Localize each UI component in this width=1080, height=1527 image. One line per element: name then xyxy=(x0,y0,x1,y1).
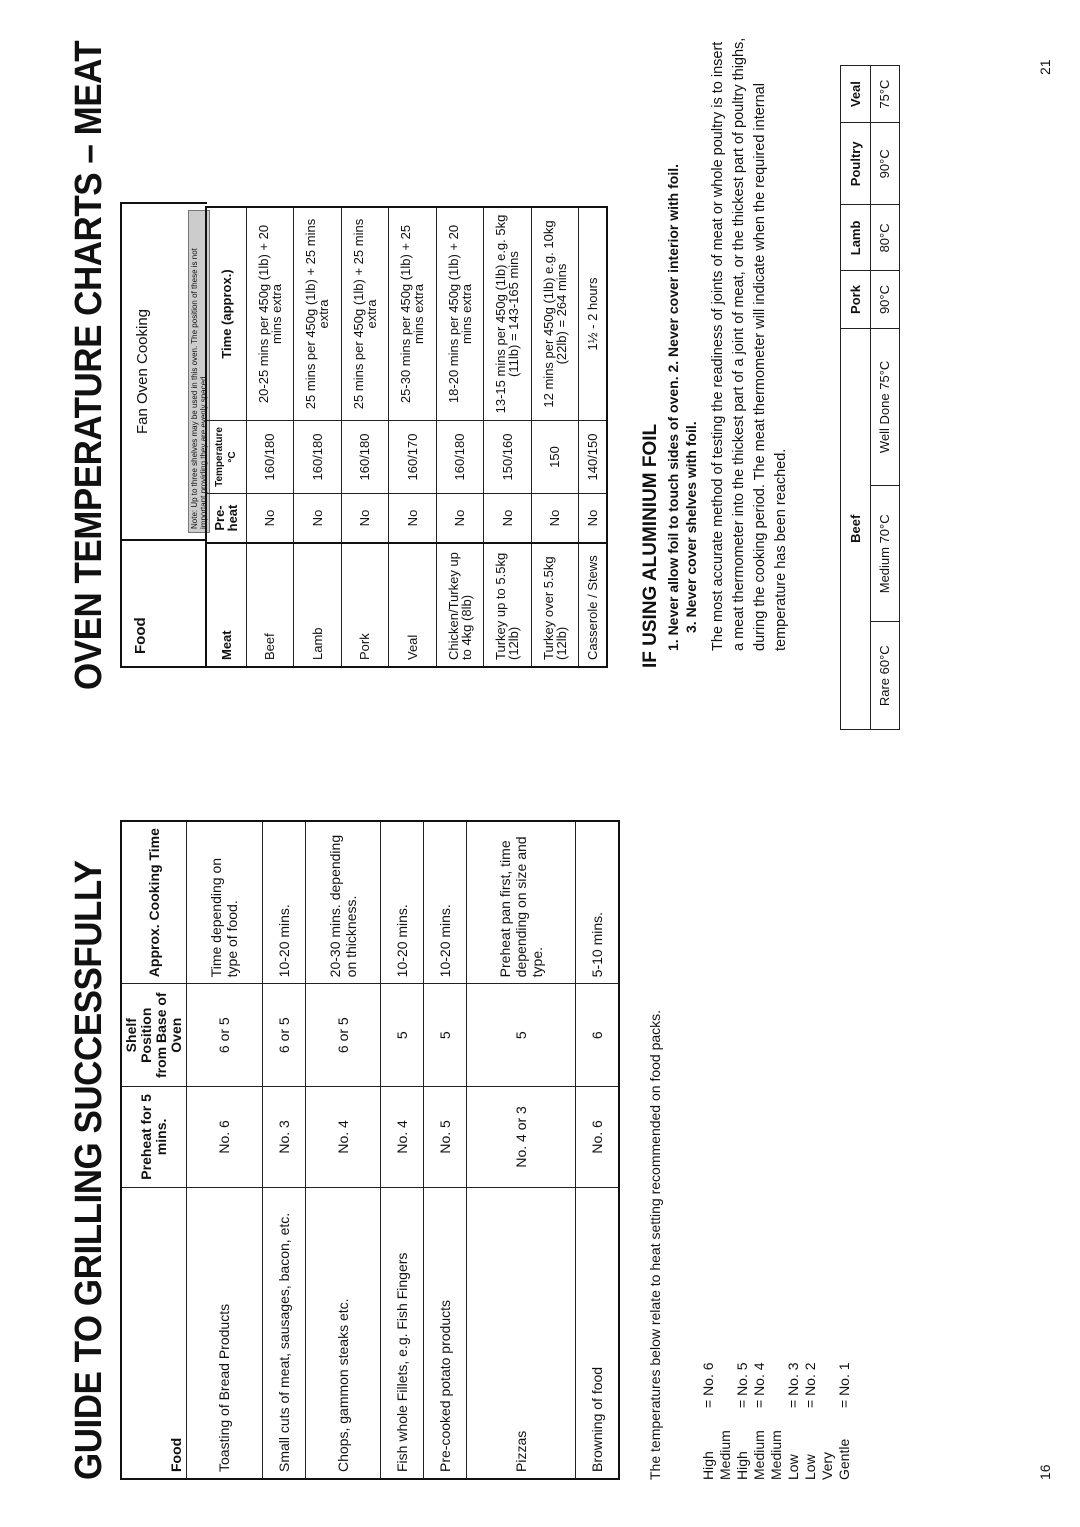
preheat: No xyxy=(341,494,389,544)
col-time: Time (approx.) xyxy=(206,207,246,421)
heat-setting: Very Gentle= No. 1 xyxy=(819,1362,852,1480)
meat: Turkey over 5.5kg (12lb) xyxy=(531,543,579,667)
table-row xyxy=(579,207,607,667)
meat: Turkey up to 5.5kg (12lb) xyxy=(484,543,532,667)
preheat: No xyxy=(246,494,294,544)
col-veal: Veal xyxy=(841,66,871,123)
veal-temp: 75°C xyxy=(870,66,900,123)
col-beef: Beef xyxy=(841,328,871,729)
shelf: 5 xyxy=(424,984,467,1087)
time: Preheat pan first, time depending on size and type. xyxy=(467,821,575,984)
col-food: Food xyxy=(121,1187,187,1479)
food: Small cuts of meat, sausages, bacon, etc. xyxy=(262,1187,305,1479)
heat-note: The temperatures below relate to heat setting recommended on food packs. xyxy=(647,1009,663,1480)
preheat: No xyxy=(579,494,607,544)
heat-setting: Medium High= No. 5 xyxy=(717,1362,750,1480)
col-shelf: Shelf Position from Base of Oven xyxy=(121,984,187,1087)
time: 10-20 mins. xyxy=(424,821,467,984)
preheat: No. 6 xyxy=(187,1087,263,1188)
preheat: No xyxy=(484,494,532,544)
preheat: No. 5 xyxy=(424,1087,467,1188)
table-row xyxy=(484,207,532,667)
temperature: 150/160 xyxy=(484,421,532,494)
meat: Chicken/Turkey up to 4kg (8lb) xyxy=(436,543,484,667)
food: Chops, gammon steaks etc. xyxy=(305,1187,381,1479)
table-row xyxy=(187,821,263,1479)
time: 12 mins per 450g (1lb) e.g. 10kg (22lb) = 264 mins xyxy=(531,207,579,421)
table-row xyxy=(531,207,579,667)
time: 1½ - 2 hours xyxy=(579,207,607,421)
table-row xyxy=(305,821,381,1479)
col-lamb: Lamb xyxy=(841,205,871,271)
time: 5-10 mins. xyxy=(575,821,619,984)
foil-instructions xyxy=(664,164,700,651)
time: 13-15 mins per 450g (1lb) e.g. 5kg (11lb) = 143-165 mins xyxy=(484,207,532,421)
foil-line: 1. Never allow foil to touch sides of oven. 2. Never cover interior with foil. xyxy=(665,164,681,651)
food-header: Food xyxy=(132,617,149,654)
time: 25 mins per 450g (1lb) + 25 mins extra xyxy=(341,207,389,421)
time: 25-30 mins per 450g (1lb) + 25 mins extra xyxy=(389,207,437,421)
temperature: 160/170 xyxy=(389,421,437,494)
fan-oven-header: Fan Oven Cooking xyxy=(134,308,151,435)
time: 20-25 mins per 450g (1lb) + 20 mins extra xyxy=(246,207,294,421)
preheat: No. 6 xyxy=(575,1087,619,1188)
thermometer-table xyxy=(840,65,900,730)
heat-setting: Medium= No. 4 xyxy=(751,1362,767,1480)
food: Fish whole Fillets, e.g. Fish Fingers xyxy=(381,1187,424,1479)
table-row xyxy=(436,207,484,667)
col-time: Approx. Cooking Time xyxy=(121,821,187,984)
preheat: No xyxy=(436,494,484,544)
table-row xyxy=(246,207,294,667)
table-row xyxy=(467,821,575,1479)
time: Time depending on type of food. xyxy=(187,821,263,984)
table-row xyxy=(389,207,437,667)
col-preheat: Pre-heat xyxy=(206,494,246,544)
food: Pre-cooked potato products xyxy=(424,1187,467,1479)
col-poultry: Poultry xyxy=(841,123,871,205)
temperature: 160/180 xyxy=(341,421,389,494)
lamb-temp: 80°C xyxy=(870,205,900,271)
shelf: 6 or 5 xyxy=(305,984,381,1087)
page-number-left: 16 xyxy=(1037,1464,1053,1480)
shelf: 5 xyxy=(467,984,575,1087)
meat: Lamb xyxy=(294,543,342,667)
temperature: 140/150 xyxy=(579,421,607,494)
shelf: 6 or 5 xyxy=(262,984,305,1087)
col-meat: Meat xyxy=(206,543,246,667)
shelf-note: Note: Up to three shelves may be used in this oven. The position of these is not important providing they are evenly spaced. xyxy=(188,210,210,533)
meat: Casserole / Stews xyxy=(579,543,607,667)
meat-chart-title: OVEN TEMPERATURE CHARTS – MEAT xyxy=(68,40,110,690)
beef-medium: Medium 70°C xyxy=(870,486,900,622)
beef-well-done: Well Done 75°C xyxy=(870,328,900,486)
table-row xyxy=(341,207,389,667)
time: 20-30 mins. depending on thickness. xyxy=(305,821,381,984)
time: 10-20 mins. xyxy=(262,821,305,984)
meat: Veal xyxy=(389,543,437,667)
preheat: No xyxy=(389,494,437,544)
temperature: 150 xyxy=(531,421,579,494)
shelf: 6 or 5 xyxy=(187,984,263,1087)
col-preheat: Preheat for 5 mins. xyxy=(121,1087,187,1188)
foil-line: 3. Never cover shelves with foil. xyxy=(683,421,699,633)
heat-setting: Low= No. 2 xyxy=(802,1362,818,1480)
meat: Pork xyxy=(341,543,389,667)
table-row xyxy=(575,821,619,1479)
preheat: No. 3 xyxy=(262,1087,305,1188)
divider xyxy=(122,539,207,541)
heat-settings xyxy=(700,1362,853,1480)
col-temperature: Temperature °C xyxy=(206,421,246,494)
page-number-right: 21 xyxy=(1037,59,1053,75)
preheat: No. 4 xyxy=(305,1087,381,1188)
food: Toasting of Bread Products xyxy=(187,1187,263,1479)
poultry-temp: 90°C xyxy=(870,123,900,205)
table-row xyxy=(294,207,342,667)
preheat: No xyxy=(294,494,342,544)
preheat: No. 4 xyxy=(381,1087,424,1188)
temperature: 160/180 xyxy=(294,421,342,494)
grilling-title: GUIDE TO GRILLING SUCCESSFULLY xyxy=(68,860,110,1480)
shelf: 5 xyxy=(381,984,424,1087)
heat-setting: Medium Low= No. 3 xyxy=(768,1362,801,1480)
heat-setting: High= No. 6 xyxy=(700,1362,716,1480)
food: Pizzas xyxy=(467,1187,575,1479)
temperature: 160/180 xyxy=(246,421,294,494)
pork-temp: 90°C xyxy=(870,271,900,328)
table-row xyxy=(870,66,900,730)
preheat: No. 4 or 3 xyxy=(467,1087,575,1188)
beef-rare: Rare 60°C xyxy=(870,622,900,730)
shelf: 6 xyxy=(575,984,619,1087)
time: 18-20 mins per 450g (1lb) + 20 mins extra xyxy=(436,207,484,421)
grilling-table xyxy=(120,820,620,1480)
table-row xyxy=(381,821,424,1479)
time: 25 mins per 450g (1lb) + 25 mins extra xyxy=(294,207,342,421)
col-pork: Pork xyxy=(841,271,871,328)
thermometer-paragraph: The most accurate method of testing the readiness of joints of meat or whole poultry is to insert a meat thermometer into the thickest part of a joint of meat, or the thickest part of poultry thighs, during the cooking period. The meat thermometer will indicate when the required internal temperature has been reached. xyxy=(710,37,789,651)
preheat: No xyxy=(531,494,579,544)
time: 10-20 mins. xyxy=(381,821,424,984)
meat: Beef xyxy=(246,543,294,667)
meat-table-header xyxy=(120,202,207,668)
table-row xyxy=(262,821,305,1479)
food: Browning of food xyxy=(575,1187,619,1479)
meat-table xyxy=(205,206,608,668)
temperature: 160/180 xyxy=(436,421,484,494)
foil-heading: IF USING ALUMINIUM FOIL xyxy=(640,423,661,668)
table-row xyxy=(424,821,467,1479)
